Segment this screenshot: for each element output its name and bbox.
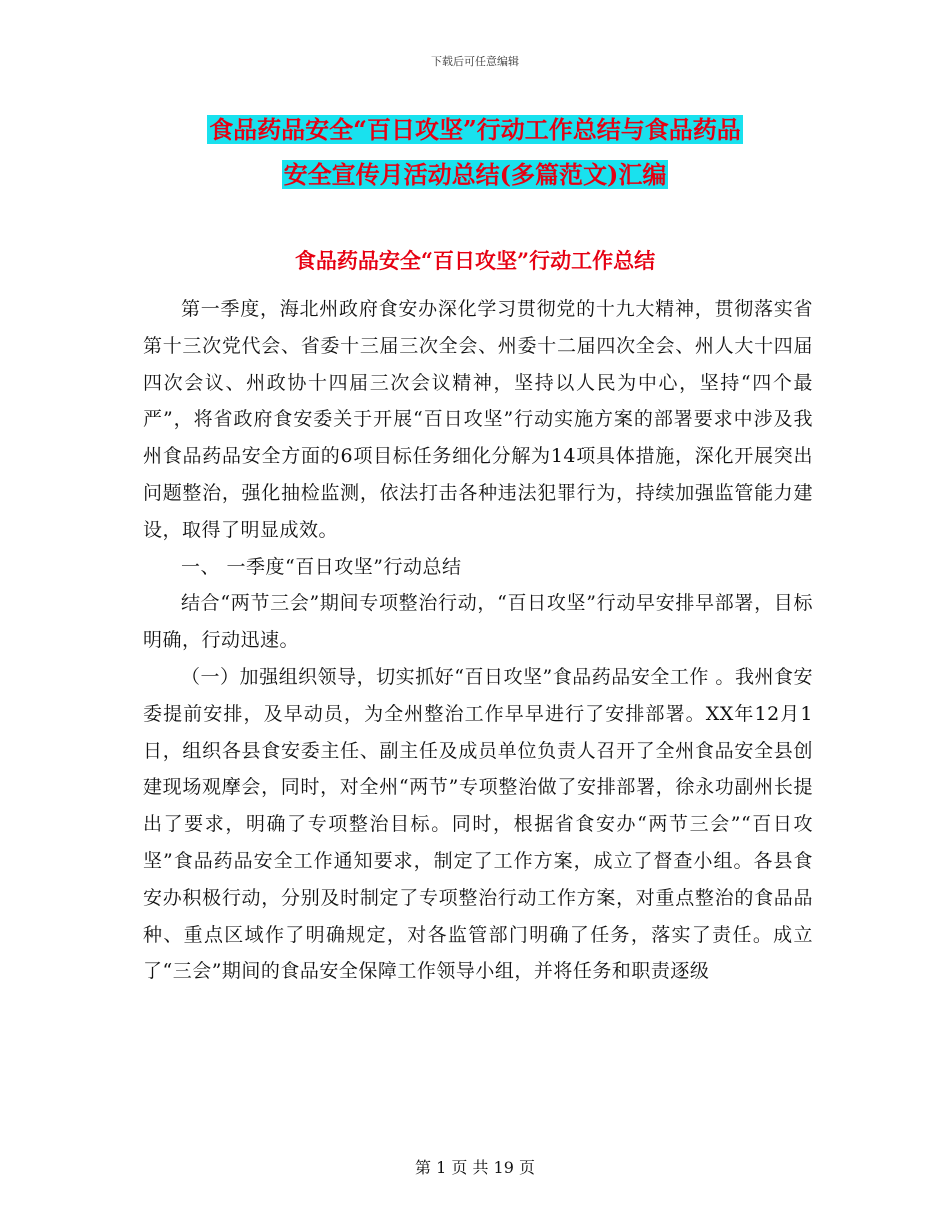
document-title-line-1 [0,110,950,150]
title-highlight-1: 食品药品安全“百日攻坚”行动工作总结与食品药品 [209,115,741,144]
paragraph-organization: （一）加强组织领导，切实抓好“百日攻坚”食品药品安全工作 。我州食安委提前安排，及早动员，为全州整治工作早早进行了安排部署。XX年12月1日，组织各县食安委主任、副主任及成员单位负责人召开了全州食品安全县创建现场观摩会，同时，对全州“两节”专项整治做了安排部署，徐永功副州长提出了要求，明确了专项整治目标。同时，根据省食安办“两节三会”“百日攻坚”食品药品安全工作通知要求，制定了工作方案，成立了督查小组。各县食安办积极行动，分别及时制定了专项整治行动工作方案，对重点整治的食品品种、重点区域作了明确规定，对各监管部门明确了任务，落实了责任。成立了“三会”期间的食品安全保障工作领导小组，并将任务和职责逐级 [143,665,813,983]
paragraph-intro: 第一季度，海北州政府食安办深化学习贯彻党的十九大精神，贯彻落实省第十三次党代会、省委十三届三次全会、州委十二届四次全会、州人大十四届四次会议、州政协十四届三次会议精神，坚持以人民为中心，坚持“四个最严”，将省政府食安委关于开展“百日攻坚”行动实施方案的部署要求中涉及我州食品药品安全方面的6项目标任务细化分解为14项具体措施，深化开展突出问题整治，强化抽检监测，依法打击各种违法犯罪行为，持续加强监管能力建设，取得了明显成效。 [143,298,813,541]
document-title-line-2 [0,155,950,195]
heading-section-1: 一、 一季度“百日攻坚”行动总结 [181,555,462,578]
document-body [143,291,813,990]
paragraph-summary: 结合“两节三会”期间专项整治行动，“百日攻坚”行动早安排早部署，目标明确，行动迅速。 [143,592,813,652]
page-footer-number: 第 1 页 共 19 页 [415,1158,535,1177]
page-header-note: 下载后可任意编辑 [431,55,519,68]
section-title: 食品药品安全“百日攻坚”行动工作总结 [294,248,656,273]
title-highlight-2: 安全宣传月活动总结(多篇范文)汇编 [283,160,667,189]
